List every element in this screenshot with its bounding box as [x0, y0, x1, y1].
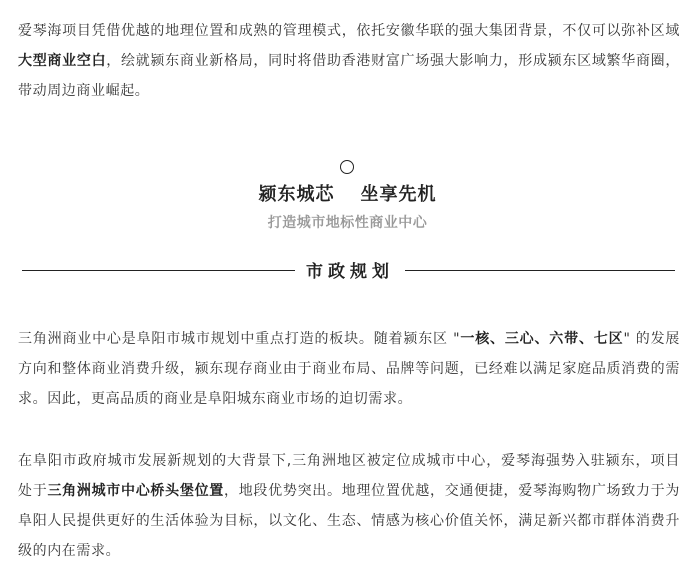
headline-left: 颍东城芯 — [258, 184, 335, 205]
planning-paragraph — [18, 324, 680, 414]
location-bold-text: 三角洲城市中心桥头堡位置 — [47, 483, 224, 499]
intro-text-2: ，绘就颍东商业新格局，同时将借助香港财富广场强大影响力，形成颍东区域繁华商圈，带动周边商业崛起。 — [18, 53, 680, 99]
divider-right — [405, 270, 675, 271]
planning-text-1: 三角洲商业中心是阜阳市城市规划中重点打造的板块。随着颍东区 " — [18, 331, 461, 347]
planning-text-2: " 的发展方向和整体商业消费升级，颍东现存商业由于商业布局、品牌等问题，已经难以满足家庭品质消费的需求。因此，更高品质的商业是阜阳城东商业市场的迫切需求。 — [18, 331, 680, 407]
intro-bold-text: 大型商业空白 — [18, 53, 107, 69]
location-paragraph — [18, 446, 680, 566]
planning-bold-text: 一核、三心、六带、七区 — [460, 331, 624, 347]
intro-paragraph — [18, 16, 680, 106]
headline-right: 坐享先机 — [360, 184, 437, 205]
circle-icon — [340, 160, 354, 174]
divider-left — [22, 270, 295, 271]
headline — [0, 180, 695, 206]
location-text-1: 在阜阳市政府城市发展新规划的大背景下,三角洲地区被定位成城市中心，爱琴海强势入驻颍东，项目处于 — [18, 453, 680, 499]
intro-text-1: 爱琴海项目凭借优越的地理位置和成熟的管理模式，依托安徽华联的强大集团背景，不仅可以弥补区域 — [18, 23, 680, 39]
location-text-2: ，地段优势突出。地理位置优越，交通便捷，爱琴海购物广场致力于为阜阳人民提供更好的生活体验为目标，以文化、生态、情感为核心价值关怀，满足新兴都市群体消费升级的内在需求。 — [18, 483, 680, 559]
section-title: 市政规划 — [295, 262, 405, 282]
subheadline: 打造城市地标性商业中心 — [267, 215, 428, 231]
